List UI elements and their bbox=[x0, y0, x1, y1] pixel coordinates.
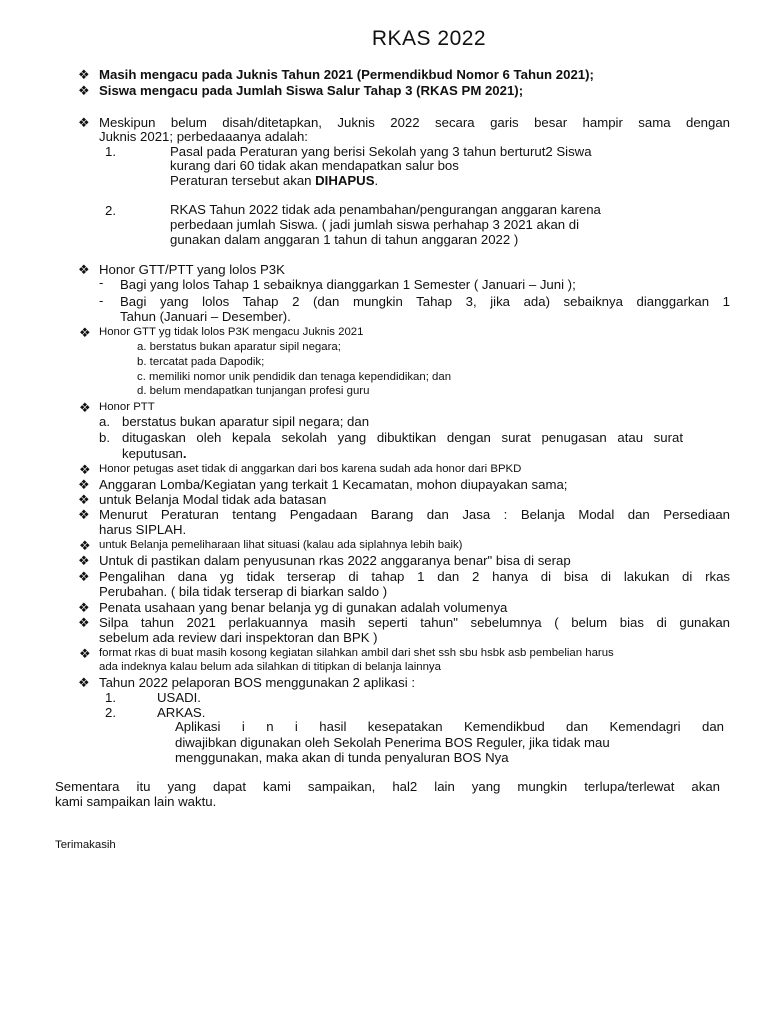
point-text: untuk Belanja Modal tidak ada batasan bbox=[99, 492, 327, 507]
list-item-text: RKAS Tahun 2022 tidak ada penambahan/pengurangan anggaran karena bbox=[170, 202, 601, 217]
point-text: sebelum ada review dari inspektoran dan BPK ) bbox=[99, 630, 378, 645]
sub-item-text: b. tercatat pada Dapodik; bbox=[137, 356, 265, 368]
bullet-icon: ❖ bbox=[78, 507, 90, 522]
list-number: b. bbox=[99, 430, 110, 445]
point-text: Anggaran Lomba/Kegiatan yang terkait 1 Kecamatan, mohon diupayakan sama; bbox=[99, 477, 568, 492]
sub-item-text: keputusan. bbox=[122, 446, 187, 461]
point-heading: Honor GTT yg tidak lolos P3K mengacu Juknis 2021 bbox=[99, 326, 364, 338]
point-jumlah-siswa: Siswa mengacu pada Jumlah Siswa Salur Tahap 3 (RKAS PM 2021); bbox=[99, 83, 524, 98]
point-text: Honor petugas aset tidak di anggarkan dari bos karena sudah ada honor dari BPKD bbox=[99, 463, 522, 475]
list-item-text: kurang dari 60 tidak akan mendapatkan salur bos bbox=[170, 158, 459, 173]
dash-item-text: Bagi yang lolos Tahap 2 (dan mungkin Tahap 3, jika ada) sebaiknya dianggarkan 1 bbox=[120, 294, 730, 309]
list-item-text: perbedaan jumlah Siswa. ( jadi jumlah siswa perhahap 3 2021 akan di bbox=[170, 217, 580, 232]
point-text: Penata usahaan yang benar belanja yg di gunakan adalah volumenya bbox=[99, 600, 508, 615]
list-number: 2. bbox=[105, 705, 116, 720]
bullet-icon: ❖ bbox=[78, 262, 90, 277]
sub-item-text: c. memiliki nomor unik pendidik dan tenaga kependidikan; dan bbox=[137, 371, 452, 383]
sub-item-text: berstatus bukan aparatur sipil negara; dan bbox=[122, 414, 370, 429]
list-item-text: Aplikasi i n i hasil kesepatakan Kemendikbud dan Kemendagri dan bbox=[175, 719, 724, 734]
closing-paragraph: kami sampaikan lain waktu. bbox=[55, 794, 217, 809]
list-number: 1. bbox=[105, 690, 116, 705]
document-title: RKAS 2022 bbox=[371, 27, 487, 50]
list-item-text: Pasal pada Peraturan yang berisi Sekolah yang 3 tahun berturut2 Siswa bbox=[170, 144, 592, 159]
list-item-text: USADI. bbox=[157, 690, 201, 705]
bullet-icon: ❖ bbox=[78, 477, 90, 492]
list-number: a. bbox=[99, 414, 110, 429]
sub-item-text: a. berstatus bukan aparatur sipil negara; bbox=[137, 341, 341, 353]
bullet-icon: ❖ bbox=[79, 400, 91, 415]
bullet-icon: ❖ bbox=[78, 553, 90, 568]
dash-item-text: Tahun (Januari – Desember). bbox=[120, 309, 291, 324]
point-juknis-2021: Masih mengacu pada Juknis Tahun 2021 (Permendikbud Nomor 6 Tahun 2021); bbox=[99, 67, 594, 82]
point-heading: Honor PTT bbox=[99, 401, 155, 413]
dash-marker: - bbox=[99, 293, 104, 308]
closing-paragraph: Sementara itu yang dapat kami sampaikan, hal2 lain yang mungkin terlupa/terlewat akan bbox=[55, 779, 720, 794]
point-perbedaan-line: Juknis 2021; perbedaaanya adalah: bbox=[99, 129, 308, 144]
point-text: ada indeknya kalau belum ada silahkan di titipkan di belanja lainnya bbox=[99, 661, 441, 673]
list-item-text: gunakan dalam anggaran 1 tahun di tahun anggaran 2022 ) bbox=[170, 232, 519, 247]
bullet-icon: ❖ bbox=[79, 462, 91, 477]
point-text: Perubahan. ( bila tidak terserap di biarkan saldo ) bbox=[99, 584, 388, 599]
point-heading: Honor GTT/PTT yang lolos P3K bbox=[99, 262, 285, 277]
point-heading: Tahun 2022 pelaporan BOS menggunakan 2 aplikasi : bbox=[99, 675, 415, 690]
bullet-icon: ❖ bbox=[78, 615, 90, 630]
list-number: 2. bbox=[105, 203, 116, 218]
list-item-text: ARKAS. bbox=[157, 705, 206, 720]
bullet-icon: ❖ bbox=[78, 600, 90, 615]
bullet-icon: ❖ bbox=[79, 325, 91, 340]
list-item-text: menggunakan, maka akan di tunda penyaluran BOS Nya bbox=[175, 750, 509, 765]
closing-thanks: Terimakasih bbox=[55, 839, 116, 851]
point-text: Untuk di pastikan dalam penyusunan rkas 2022 anggaranya benar" bisa di serap bbox=[99, 553, 571, 568]
point-text: harus SIPLAH. bbox=[99, 522, 187, 537]
point-perbedaan-line: Meskipun belum disah/ditetapkan, Juknis 2022 secara garis besar hampir sama dengan bbox=[99, 115, 730, 130]
list-item-text: diwajibkan digunakan oleh Sekolah Penerima BOS Reguler, jika tidak mau bbox=[175, 735, 610, 750]
point-text: untuk Belanja pemeliharaan lihat situasi (kalau ada siplahnya lebih baik) bbox=[99, 539, 463, 551]
bullet-icon: ❖ bbox=[78, 83, 90, 98]
dash-item-text: Bagi yang lolos Tahap 1 sebaiknya dianggarkan 1 Semester ( Januari – Juni ); bbox=[120, 277, 576, 292]
point-text: format rkas di buat masih kosong kegiatan silahkan ambil dari shet ssh sbu hsbk asb pembelian harus bbox=[99, 647, 614, 659]
bullet-icon: ❖ bbox=[78, 569, 90, 584]
point-text: Menurut Peraturan tentang Pengadaan Barang dan Jasa : Belanja Modal dan Persediaan bbox=[99, 507, 730, 522]
point-text: Silpa tahun 2021 perlakuannya masih seperti tahun" sebelumnya ( belum bias di gunakan bbox=[99, 615, 730, 630]
sub-item-text: ditugaskan oleh kepala sekolah yang dibuktikan dengan surat penugasan atau surat bbox=[122, 430, 683, 445]
bullet-icon: ❖ bbox=[78, 675, 90, 690]
list-item-text: Peraturan tersebut akan DIHAPUS. bbox=[170, 173, 379, 188]
bullet-icon: ❖ bbox=[78, 67, 90, 82]
sub-item-text: d. belum mendapatkan tunjangan profesi guru bbox=[137, 385, 370, 397]
bullet-icon: ❖ bbox=[78, 492, 90, 507]
bullet-icon: ❖ bbox=[79, 646, 91, 661]
bullet-icon: ❖ bbox=[78, 115, 90, 130]
list-number: 1. bbox=[105, 144, 116, 159]
bullet-icon: ❖ bbox=[79, 538, 91, 553]
point-text: Pengalihan dana yg tidak terserap di tahap 1 dan 2 hanya di bisa di lakukan di rkas bbox=[99, 569, 730, 584]
dash-marker: - bbox=[99, 275, 104, 290]
